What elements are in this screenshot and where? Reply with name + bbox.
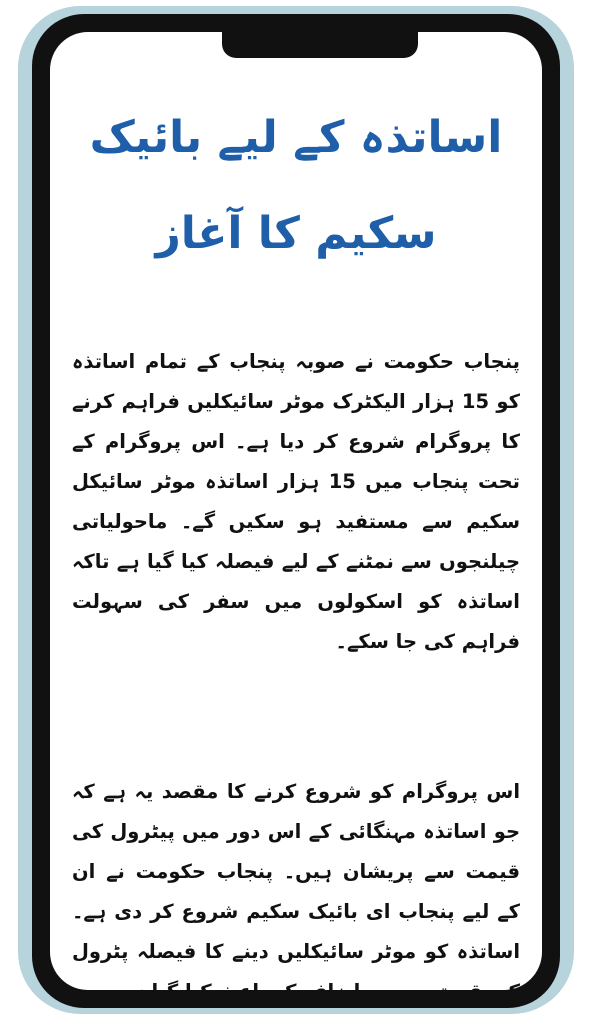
phone-notch: [222, 14, 418, 58]
article-title: اساتذہ کے لیے بائیک سکیم کا آغاز: [89, 112, 503, 259]
article-paragraph-1: پنجاب حکومت نے صوبہ پنجاب کے تمام اساتذہ کو 15 ہزار الیکٹرک موٹر سائیکلیں فراہم کرنے کا پروگرام شروع کر دیا ہے۔ اس پروگرام کے تحت پنجاب میں 15 ہزار اساتذہ موٹر سائیکل سکیم سے مستفید ہو سکیں گے۔ ماحولیاتی چیلنجوں سے نمٹنے کے لیے فیصلہ کیا گیا ہے تاکہ اساتذہ کو اسکولوں میں سفر کی سہولت فراہم کی جا سکے۔: [72, 350, 520, 653]
article-paragraph-2: اس پروگرام کو شروع کرنے کا مقصد یہ ہے کہ جو اساتذہ مہنگائی کے اس دور میں پیٹرول کی قیمت سے پریشان ہیں۔ پنجاب حکومت نے ان کے لیے پنجاب ای بائیک سکیم شروع کر دی ہے۔ اساتذہ کو موٹر سائیکلیں دینے کا فیصلہ پٹرول کی قیمتوں میں اضافے کے باعث کیا گیا ہے۔: [72, 780, 520, 1003]
phone-screen: [50, 32, 542, 1003]
